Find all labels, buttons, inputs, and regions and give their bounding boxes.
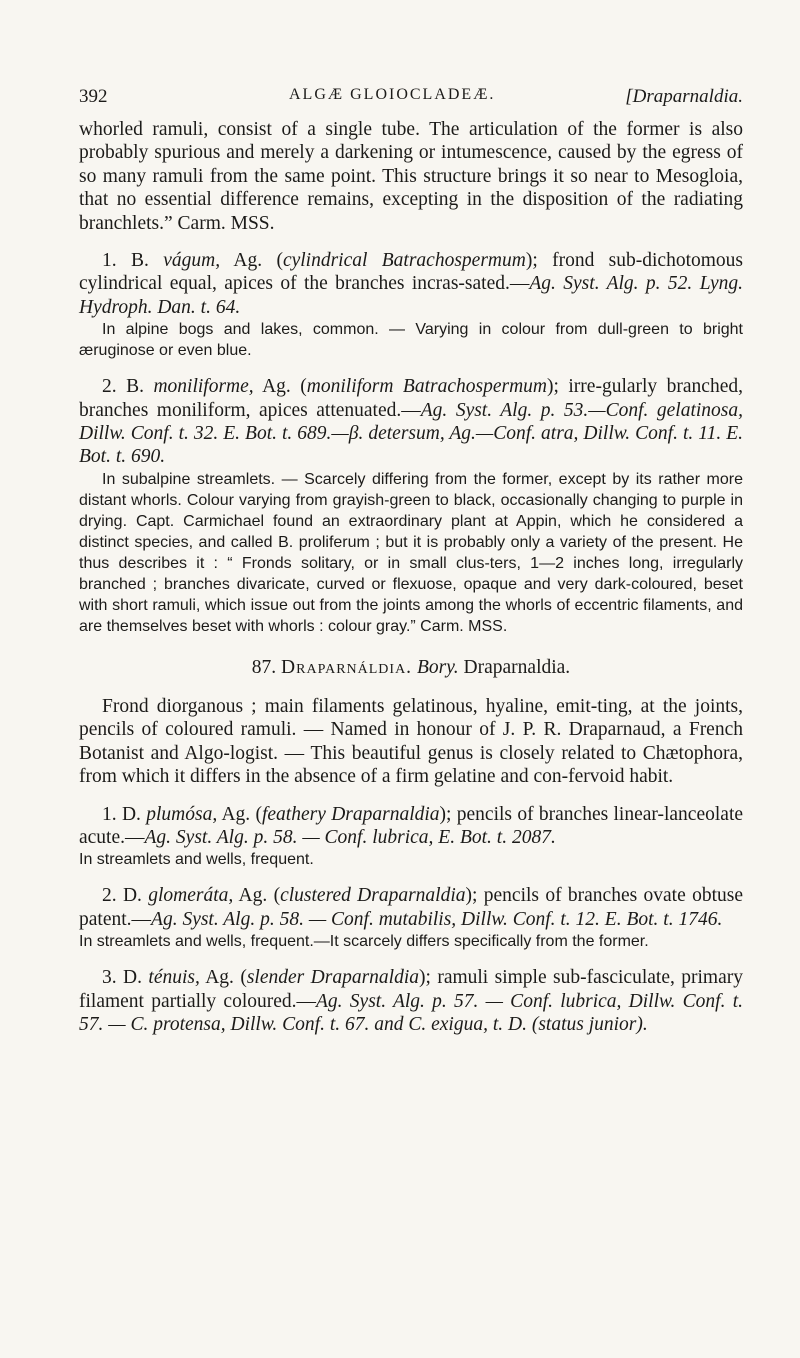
species-note: In streamlets and wells, frequent.—It scarcely differs specifically from the former. [79, 933, 649, 951]
species-author: Ag. [262, 376, 291, 398]
species-author: Ag. [238, 885, 268, 907]
species-number: 1. D. [102, 803, 141, 825]
species-entry [79, 249, 743, 361]
page-body [79, 118, 743, 1036]
species-author: Ag. [233, 250, 263, 272]
species-common-name: cylindrical Batrachospermum [282, 250, 526, 272]
species-references: Ag. Syst. Alg. p. 53.—Conf. gelatinosa, Dillw. Conf. t. 32. E. Bot. t. 689.—β. detersum, Ag.—Conf. atra, Dillw. Conf. t. 11. E. Bot. t. 690. [79, 399, 744, 468]
species-common-name: moniliform Batrachospermum [306, 376, 547, 398]
species-description: 3. D. ténuis, Ag. (slender Draparnaldia); ramuli simple sub-fasciculate, primary filament partially coloured.—Ag. Syst. Alg. p. 57. — Conf. lubrica, Dillw. Conf. t. 57. — C. protensa, Dillw. Conf. t. 67. and C. exigua, t. D. (status junior). [79, 967, 743, 1035]
species-entry [79, 884, 743, 952]
species-number: 2. D. [102, 885, 142, 907]
species-diagnosis: ; pencils of branches ovate obtuse patent.— [79, 885, 743, 930]
species-number: 2. B. [102, 376, 144, 398]
species-description: 2. D. glomeráta, Ag. (clustered Draparnaldia); pencils of branches ovate obtuse patent.—Ag. Syst. Alg. p. 58. — Conf. mutabilis, Dillw. Conf. t. 12. E. Bot. t. 1746. [79, 885, 743, 930]
species-epithet: ténuis, [148, 967, 200, 989]
species-common-name: clustered Draparnaldia [280, 885, 466, 907]
genus-description: Frond diorganous ; main filaments gelatinous, hyaline, emit-ting, at the joints, pencils of coloured ramuli. — Named in honour of J. P. R. Draparnaud, a French Botanist and Algo-logist. — This beautiful genus is closely related to Chætophora, from which it differs in the absence of a firm gelatine and con-fervoid habit. [79, 695, 743, 788]
species-description: 1. D. plumósa, Ag. (feathery Draparnaldia); pencils of branches linear-lanceolate acute.—Ag. Syst. Alg. p. 58. — Conf. lubrica, E. Bot. t. 2087. [79, 803, 744, 848]
species-epithet: vágum, [163, 250, 221, 272]
species-author: Ag. [205, 967, 234, 989]
species-diagnosis: ; pencils of branches linear-lanceolate acute.— [79, 803, 744, 848]
species-epithet: glomeráta, [148, 885, 234, 907]
species-author: Ag. [221, 803, 251, 825]
genus-authority: Bory. [416, 656, 459, 678]
species-references: Ag. Syst. Alg. p. 57. — Conf. lubrica, Dillw. Conf. t. 57. — C. protensa, Dillw. Conf. t. 67. and C. exigua, t. D. (status junior). [79, 990, 743, 1035]
species-note: In subalpine streamlets. — Scarcely differing from the former, except by its rather more distant whorls. Colour varying from grayish-green to black, occasionally changing to purple in drying. Capt. Carmichael found an extraordinary plant at Appin, which he considered a distinct species, and called B. proliferum ; but it is probably only a variety of the present. He thus describes it : “ Fronds solitary, or in small clus-ters, 1—2 inches long, irregularly branched ; branches divaricate, curved or flexuose, opaque and very dark-coloured, beset with short ramuli, which issue out from the joints among the whorls of eccentric filaments, and are themselves beset with whorls : colour gray.” Carm. MSS. [79, 470, 743, 635]
species-entry [79, 375, 743, 637]
species-references: Ag. Syst. Alg. p. 52. Lyng. Hydroph. Dan. t. 64. [79, 273, 743, 318]
species-number: 3. D. [102, 967, 142, 989]
species-common-name: slender Draparnaldia [246, 967, 419, 989]
species-entry [79, 803, 743, 871]
species-epithet: plumósa, [146, 803, 218, 825]
page-number: 392 [79, 86, 108, 107]
species-references: Ag. Syst. Alg. p. 58. — Conf. lubrica, E. Bot. t. 2087. [144, 826, 556, 848]
running-title: ALGÆ GLOIOCLADEÆ. [289, 86, 496, 103]
genus-heading [79, 655, 743, 681]
species-number: 1. B. [102, 250, 149, 272]
species-common-name: feathery Draparnaldia [261, 803, 440, 825]
species-references: Ag. Syst. Alg. p. 58. — Conf. mutabilis, Dillw. Conf. t. 12. E. Bot. t. 1746. [151, 908, 723, 930]
species-description: 1. B. vágum, Ag. (cylindrical Batrachospermum); frond sub-dichotomous cylindrical equal, apices of the branches incras-sated.—Ag. Syst. Alg. p. 52. Lyng. Hydroph. Dan. t. 64. [79, 250, 744, 318]
species-epithet: moniliforme, [153, 376, 254, 398]
genus-common-name: Draparnaldia. [463, 656, 571, 678]
page-header [79, 86, 743, 112]
section-title: [Draparnaldia. [625, 86, 743, 107]
genus-number: 87. [251, 656, 277, 678]
genus-name: Draparnáldia. [281, 656, 413, 678]
species-diagnosis: ; frond sub-dichotomous cylindrical equal, apices of the branches incras-sated.— [79, 250, 744, 295]
species-diagnosis: ; ramuli simple sub-fasciculate, primary filament partially coloured.— [79, 967, 743, 1012]
intro-paragraph: whorled ramuli, consist of a single tube. The articulation of the former is also probably spurious and merely a darkening or intumescence, caused by the egress of so many ramuli from the same point. This structure brings it so near to Mesogloia, that no essential difference remains, excepting in the disposition of the radiating branchlets.” Carm. MSS. [79, 119, 743, 234]
species-diagnosis: ; irre-gularly branched, branches moniliform, apices attenuated.— [79, 376, 743, 421]
species-description: 2. B. moniliforme, Ag. (moniliform Batrachospermum); irre-gularly branched, branches moniliform, apices attenuated.—Ag. Syst. Alg. p. 53.—Conf. gelatinosa, Dillw. Conf. t. 32. E. Bot. t. 689.—β. detersum, Ag.—Conf. atra, Dillw. Conf. t. 11. E. Bot. t. 690. [79, 376, 744, 468]
species-entry [79, 966, 743, 1036]
species-note: In streamlets and wells, frequent. [79, 851, 314, 869]
species-note: In alpine bogs and lakes, common. — Varying in colour from dull-green to bright æruginose or even blue. [79, 321, 743, 360]
